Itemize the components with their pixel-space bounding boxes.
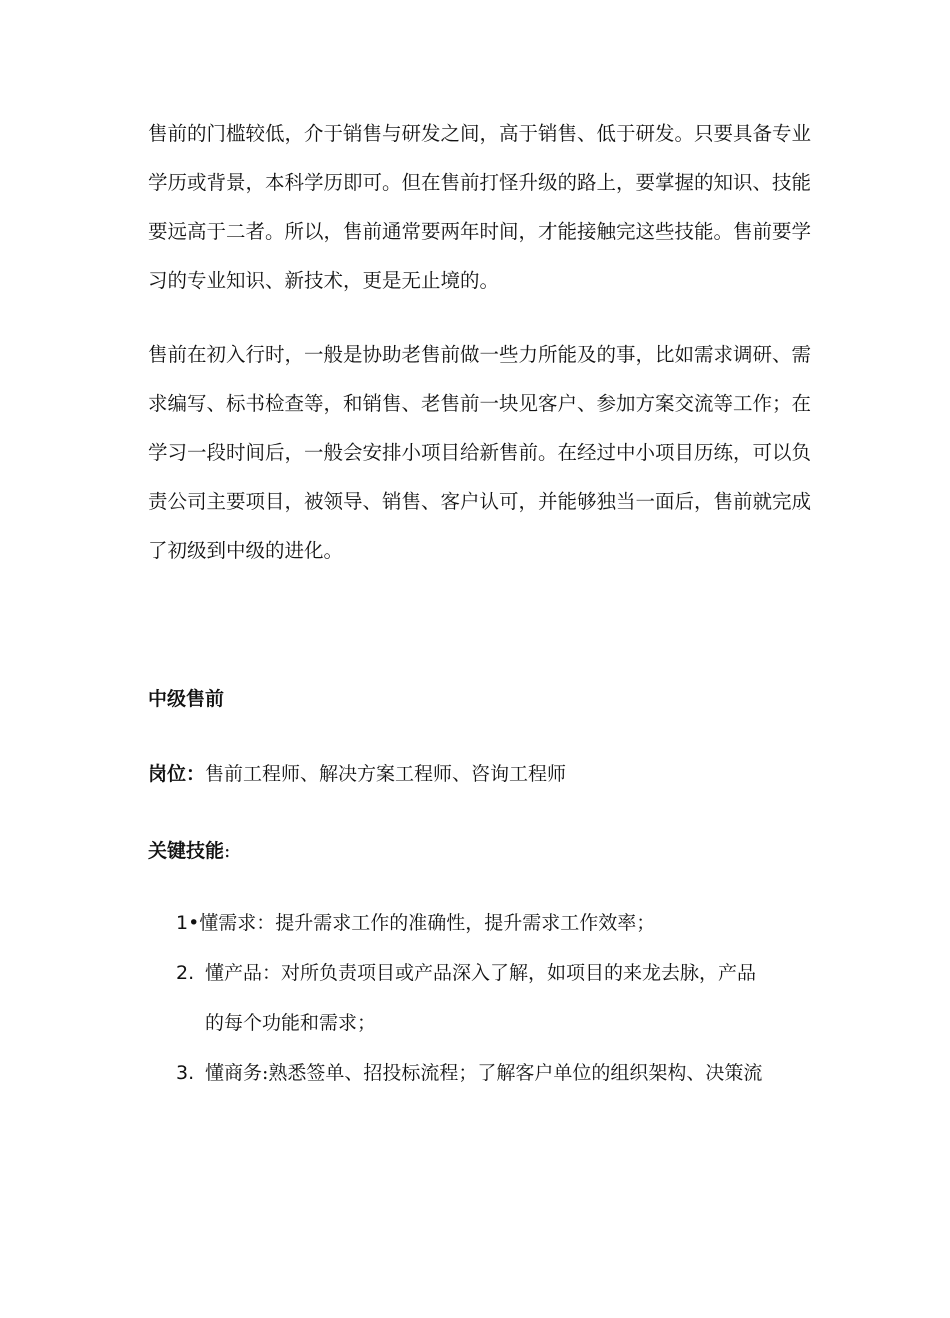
position-label: 岗位： [148,763,206,785]
skills-label: 关键技能 [148,840,225,862]
paragraph-career-progression: 售前在初入行时，一般是协助老售前做一些力所能及的事，比如需求调研、需求编写、标书检查等，和销售、老售前一块见客户、参加方案交流等工作；在学习一段时间后，一般会安排小项目给新售前。在经过中小项目历练，可以负责公司主要项目，被领导、销售、客户认可，并能够独当一面后，售前就完成了初级到中级的进化。 [148,343,812,562]
skills-colon: : [224,840,231,862]
skills-row [148,836,230,863]
list-item [176,898,806,948]
list-item-number: 3. [176,1062,195,1084]
list-item-number: 2. [176,962,195,984]
position-value: 售前工程师、解决方案工程师、咨询工程师 [205,763,567,785]
list-item-number: 1• [176,912,200,934]
paragraph-intro: 售前的门槛较低，介于销售与研发之间，高于销售、低于研发。只要具备专业学历或背景，本科学历即可。但在售前打怪升级的路上，要掌握的知识、技能要远高于二者。所以，售前通常要两年时间，才能接触完这些技能。售前要学习的专业知识、新技术，更是无止境的。 [148,122,812,292]
list-item-text: 懂商务:熟悉签单、招投标流程；了解客户单位的组织架构、决策流 [205,1062,763,1084]
list-item-text: 懂产品：对所负责项目或产品深入了解，如项目的来龙去脉，产品 [205,962,757,984]
list-item [176,948,806,1048]
section-heading: 中级售前 [148,688,225,710]
list-item [176,1048,806,1098]
list-item-continuation: 的每个功能和需求； [205,1012,377,1034]
position-row [148,759,566,786]
list-item-text: 懂需求：提升需求工作的准确性，提升需求工作效率； [199,912,656,934]
